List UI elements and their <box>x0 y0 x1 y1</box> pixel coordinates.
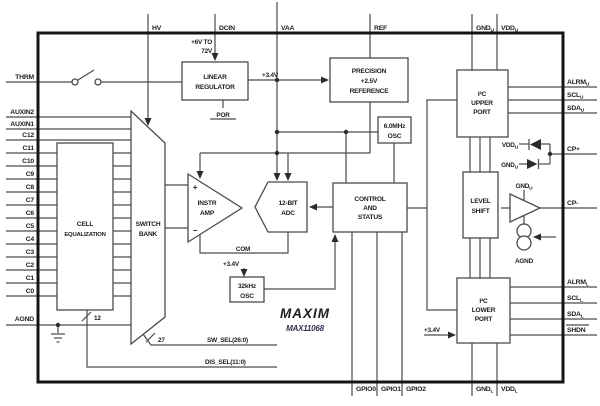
cp-vddu-label: $VDD_U$ <box>501 142 518 151</box>
pin-c4: C4 <box>25 236 34 243</box>
osc-32khz-label: 32kHz <box>237 283 257 290</box>
pin-gpio2: GPIO2 <box>406 386 426 393</box>
dis-sel-bus-label: DIS_SEL(11:0) <box>205 359 246 366</box>
pin-c9: C9 <box>25 171 34 178</box>
osc-6mhz-label: OSC <box>387 133 402 140</box>
pin-alrmu: $ALRM_U$ <box>567 79 590 88</box>
pin-ref: REF <box>374 25 387 32</box>
dcin-range-label: 72V <box>201 48 212 55</box>
pin-auxin1: AUXIN1 <box>10 121 34 128</box>
i2c-lower-label: LOWER <box>471 307 496 314</box>
pin-c5: C5 <box>25 223 34 230</box>
control-status-label: STATUS <box>357 214 383 221</box>
junction-dot <box>275 130 279 134</box>
lower-port-supply-label: +3.4V <box>424 327 440 334</box>
dcin-range-label: +6V TO <box>191 39 212 46</box>
adc-label: ADC <box>281 210 295 217</box>
linear-regulator-label: REGULATOR <box>195 84 235 91</box>
dis-sel-width-label: 12 <box>94 315 101 322</box>
pin-cp-minus: CP- <box>567 200 579 207</box>
pin-gpio1: GPIO1 <box>381 386 401 393</box>
pin-c3: C3 <box>25 249 34 256</box>
precision-reference-label: +2.5V <box>360 78 378 85</box>
por-label: POR <box>216 112 230 119</box>
level-shift-label: SHIFT <box>471 208 490 215</box>
arrow-supply-to-lower-port <box>448 332 456 339</box>
cp-buffer-triangle <box>510 194 540 222</box>
arrow-vaa-to-adc <box>274 173 281 181</box>
pin-gndu: $GND_U$ <box>476 25 494 34</box>
junction-dot <box>275 151 279 155</box>
adc-label: 12-BIT <box>278 200 298 207</box>
instr-amp-label: INSTR <box>197 200 217 207</box>
i2c-lower-label: I²C <box>479 298 488 305</box>
reg-output-voltage-label: +3.4V <box>262 72 278 79</box>
linear-regulator-block <box>182 62 248 100</box>
thrm-switch-contact-right <box>95 79 101 85</box>
pin-shdn: SHDN <box>567 327 586 334</box>
i2c-upper-label: UPPER <box>471 100 493 107</box>
switch-bank-label: SWITCH <box>135 221 161 228</box>
arrow-control-to-adc <box>309 204 317 211</box>
instr-amp-label: AMP <box>199 210 215 217</box>
pin-c11: C11 <box>22 145 34 152</box>
sw-sel-bus-label: SW_SEL(26:0) <box>207 337 248 344</box>
pin-gndl: $GND_L$ <box>476 386 494 395</box>
arrow-rail-to-adc <box>285 173 292 181</box>
i2c-upper-label: PORT <box>473 109 491 116</box>
pin-c0: C0 <box>25 288 34 295</box>
adc-shape <box>255 182 307 232</box>
pin-sclu: $SCL_U$ <box>567 92 584 101</box>
thrm-switch-contact-left <box>72 79 78 85</box>
pin-alrml: $ALRM_L$ <box>567 279 589 288</box>
pin-agnd: AGND <box>14 316 34 323</box>
pin-c12: C12 <box>22 132 34 139</box>
part-number: MAX11068 <box>286 324 324 333</box>
pin-c1: C1 <box>25 275 34 282</box>
i2c-upper-label: I²C <box>477 91 487 98</box>
sw-sel-width-label: 27 <box>158 337 165 344</box>
control-status-label: AND <box>363 205 377 212</box>
linear-regulator-label: LINEAR <box>203 74 227 81</box>
arrow-osc32-to-control <box>332 234 339 242</box>
pin-vddl: $VDD_L$ <box>501 386 518 395</box>
pin-thrm: THRM <box>15 74 34 81</box>
agnd-internal-label: AGND <box>514 258 534 265</box>
arrow-into-current-source <box>533 234 541 241</box>
maxim-logo: MAXIM <box>280 306 330 321</box>
pin-c8: C8 <box>25 184 34 191</box>
pin-gpio0: GPIO0 <box>356 386 376 393</box>
junction-dot <box>56 323 60 327</box>
level-shift-label: LEVEL <box>470 198 491 205</box>
arrow-regulator-to-reference <box>321 77 329 84</box>
arrow-dcin-to-regulator <box>212 53 219 61</box>
junction-dot <box>344 130 348 134</box>
switch-bank-label: BANK <box>138 231 158 238</box>
osc-6mhz-label: 6.0MHz <box>383 123 406 130</box>
pin-vaa: VAA <box>281 25 295 32</box>
osc32-supply-label: +3.4V <box>223 261 239 268</box>
current-source-icon <box>517 236 531 250</box>
i2c-lower-label: PORT <box>474 316 493 323</box>
com-label: COM <box>235 246 251 253</box>
amp-gndu-label: $GND_U$ <box>515 183 533 192</box>
pin-c2: C2 <box>25 262 34 269</box>
osc-32khz-label: OSC <box>240 293 254 300</box>
control-status-label: CONTROL <box>354 196 386 203</box>
precision-reference-label: PRECISION <box>351 68 387 75</box>
junction-dot <box>548 152 552 156</box>
pin-sdau: $SDA_U$ <box>567 105 585 114</box>
pin-c10: C10 <box>22 158 34 165</box>
cell-equalization-label: CELL <box>76 221 94 228</box>
pin-c6: C6 <box>25 210 34 217</box>
pin-scll: $SCL_L$ <box>567 295 583 304</box>
blocks <box>57 58 540 344</box>
pin-sdal: $SDA_L$ <box>567 311 584 320</box>
cell-equalization-label: EQUALIZATION <box>64 232 106 238</box>
amp-plus-sign: + <box>192 183 198 192</box>
pin-vddu: $VDD_U$ <box>501 25 519 34</box>
pin-dcin: DCIN <box>219 25 235 32</box>
diode-vddu-icon <box>530 139 541 150</box>
arrow-supply-to-osc32 <box>241 269 248 277</box>
arrow-rail-to-amp <box>197 171 204 179</box>
pin-cp-plus: CP+ <box>567 146 580 153</box>
cp-gndu-label: $GND_U$ <box>501 162 518 171</box>
level-shift-block <box>463 172 498 238</box>
precision-reference-label: REFERENCE <box>349 88 389 95</box>
pin-c7: C7 <box>25 197 34 204</box>
pin-hv: HV <box>152 25 162 32</box>
pin-auxin2: AUXIN2 <box>10 109 34 116</box>
diode-gndu-icon <box>527 159 538 169</box>
amp-minus-sign: − <box>192 226 198 235</box>
